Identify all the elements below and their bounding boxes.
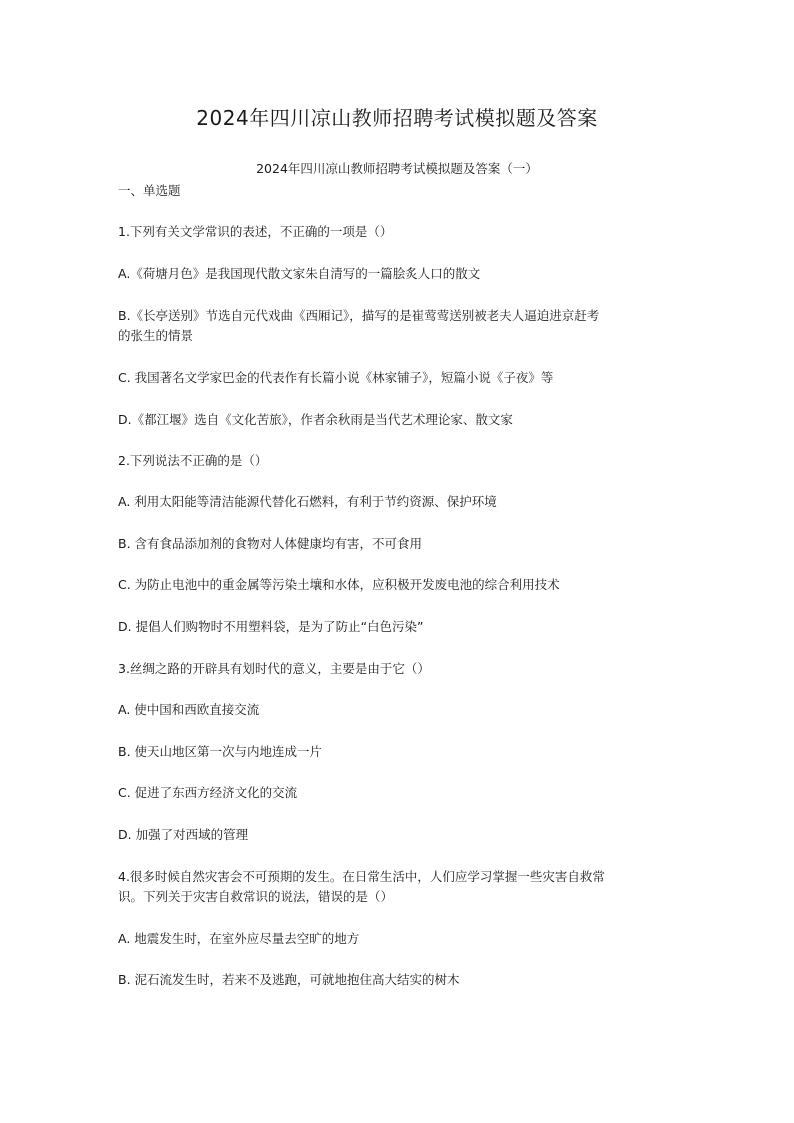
question-2-option-b: B. 含有食品添加剂的食物对人体健康均有害，不可食用 [118,536,423,551]
question-2-stem: 2.下列说法不正确的是（） [118,453,268,468]
question-1-option-b-cont: 的张生的情景 [118,328,194,343]
question-3-option-c: C. 促进了东西方经济文化的交流 [118,785,298,800]
page-subtitle: 2024年四川凉山教师招聘考试模拟题及答案（一） [256,161,538,176]
section-heading: 一、单选题 [118,183,181,198]
question-2-option-c: C. 为防止电池中的重金属等污染土壤和水体，应积极开发废电池的综合利用技术 [118,577,560,592]
question-4-stem-cont: 识。下列关于灾害自救常识的说法，错误的是（） [118,889,394,904]
question-3-option-a: A. 使中国和西欧直接交流 [118,702,260,717]
question-2-option-d: D. 提倡人们购物时不用塑料袋，是为了防止“白色污染” [118,619,424,634]
question-3-option-b: B. 使天山地区第一次与内地连成一片 [118,744,323,759]
question-3-option-d: D. 加强了对西域的管理 [118,827,249,842]
question-1-option-a: A.《荷塘月色》是我国现代散文家朱自清写的一篇脍炙人口的散文 [118,266,481,281]
question-1-option-c: C. 我国著名文学家巴金的代表作有长篇小说《林家铺子》，短篇小说《子夜》等 [118,370,554,385]
question-1-option-d: D.《都江堰》选自《文化苦旅》，作者余秋雨是当代艺术理论家、散文家 [118,412,513,427]
page-title: 2024年四川凉山教师招聘考试模拟题及答案 [196,106,598,130]
question-4-stem: 4.很多时候自然灾害会不可预期的发生。在日常生活中，人们应学习掌握一些灾害自救常 [118,869,605,884]
question-1-option-b: B.《长亭送别》节选自元代戏曲《西厢记》，描写的是崔莺莺送别被老夫人逼迫进京赶考 [118,308,600,323]
question-4-option-b: B. 泥石流发生时，若来不及逃跑，可就地抱住高大结实的树木 [118,972,460,987]
question-2-option-a: A. 利用太阳能等清洁能源代替化石燃料，有利于节约资源、保护环境 [118,494,497,509]
question-4-option-a: A. 地震发生时，在室外应尽量去空旷的地方 [118,931,360,946]
question-3-stem: 3.丝绸之路的开辟具有划时代的意义，主要是由于它（） [118,661,430,676]
question-1-stem: 1.下列有关文学常识的表述，不正确的一项是（） [118,224,393,239]
